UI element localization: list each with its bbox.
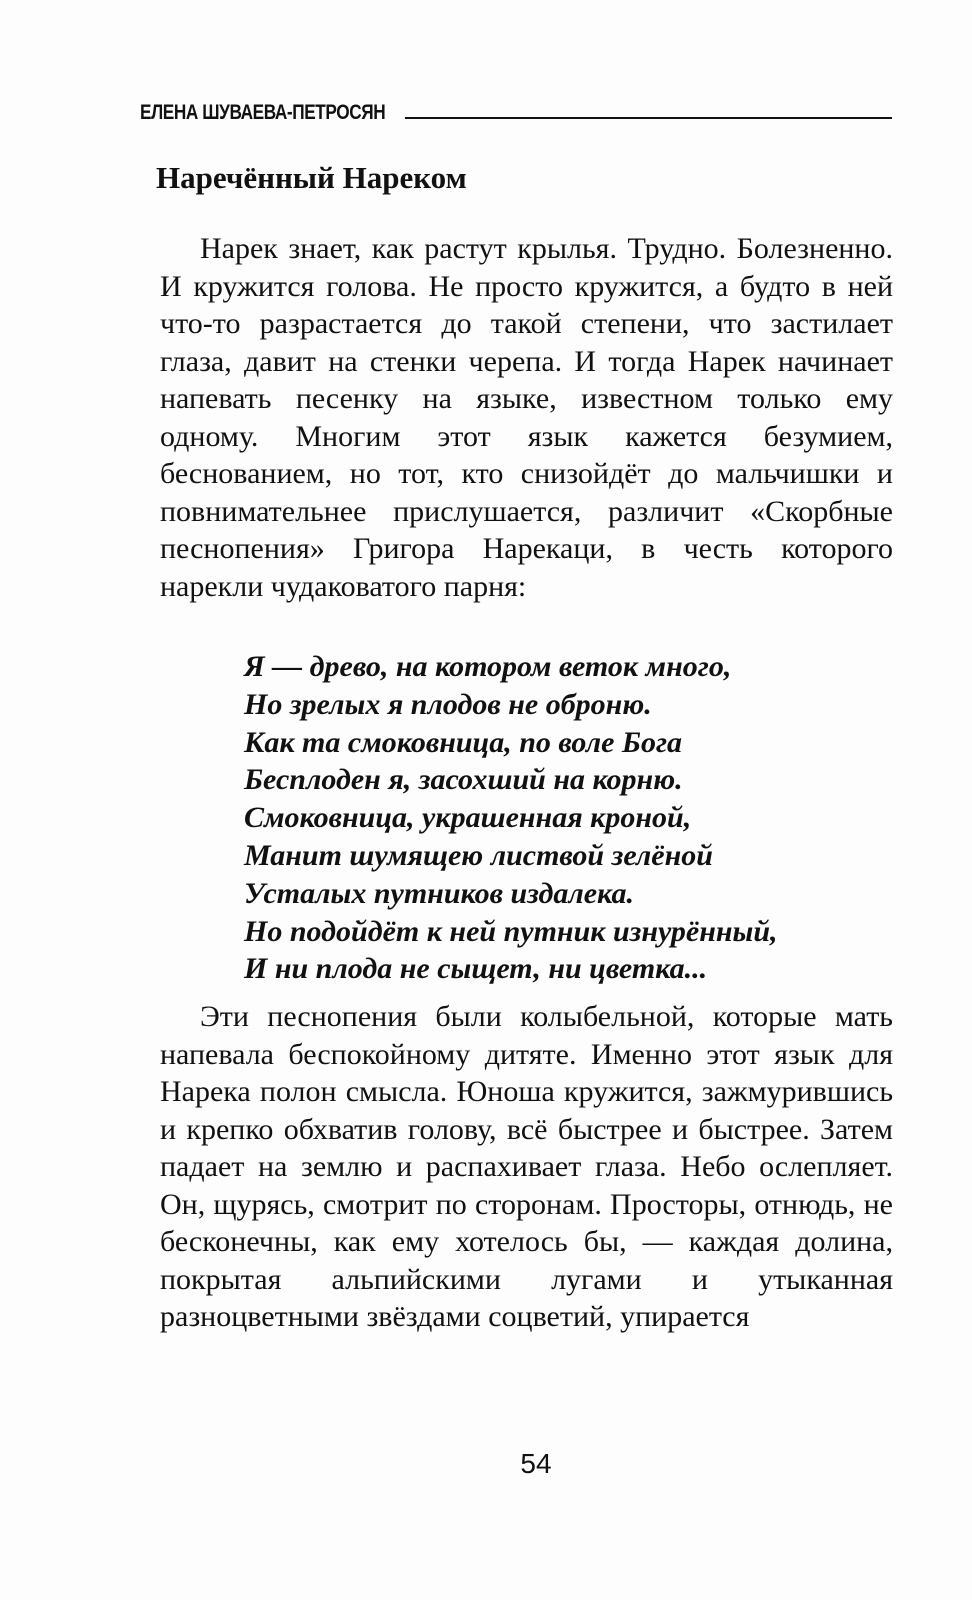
- chapter-title: Наречённый Нареком: [156, 160, 467, 195]
- poem-line: Я — древо, на котором веток много,: [244, 650, 732, 683]
- poem-line: Как та смоковница, по воле Бога: [244, 725, 683, 759]
- running-head-rule: [405, 117, 892, 119]
- poem-line: Бесплоден я, засохший на корню.: [244, 763, 683, 797]
- paragraph-2-text: Эти песнопения были колыбельной, которые мать напевала беспокойному дитяте. Именно этот язык для Нарека полон смысла. Юноша кружится, зажмурившись и крепко обхватив голову, всё быстрее и быстрее. Затем падает на землю и распахивает глаза. Небо ослепляет. Он, щурясь, смотрит по сторонам. Просторы, отнюдь, не бесконечны, как ему хотелось бы, — каждая долина, покрытая альпийскими лугами и утыканная разноцветными звёздами соцветий, упирается: [160, 1000, 893, 1333]
- poem-line: Манит шумящею листвой зелёной: [244, 838, 713, 872]
- poem-quote: [244, 648, 778, 988]
- poem-line: И ни плода не сыщет, ни цветка...: [244, 952, 708, 986]
- poem-line: Смоковница, украшенная кроной,: [244, 801, 692, 835]
- running-head-author: ЕЛЕНА ШУВАЕВА-ПЕТРОСЯН: [140, 101, 386, 124]
- poem-line: Но зрелых я плодов не оброню.: [244, 687, 652, 721]
- paragraph-1-text: Нарек знает, как растут крылья. Трудно. Болезненно. И кружится голова. Не просто кружится, а будто в ней что-то разрастается до такой степени, что застилает глаза, давит на стенки черепа. И тогда Нарек начинает напевать песенку на языке, известном только ему одному. Многим этот язык кажется безумием, беснованием, но тот, кто снизойдёт до мальчишки и повнимательнее прислушается, различит «Скорбные песнопения» Григора Нарекаци, в честь которого нарекли чудаковатого парня:: [160, 232, 893, 603]
- poem-line: Но подойдёт к ней путник изнурённый,: [244, 914, 778, 948]
- paragraph-2: [160, 998, 893, 1336]
- poem-line: Усталых путников издалека.: [244, 876, 635, 910]
- running-head: [140, 93, 892, 123]
- page-number: 54: [520, 1448, 552, 1479]
- paragraph-1: [160, 230, 893, 605]
